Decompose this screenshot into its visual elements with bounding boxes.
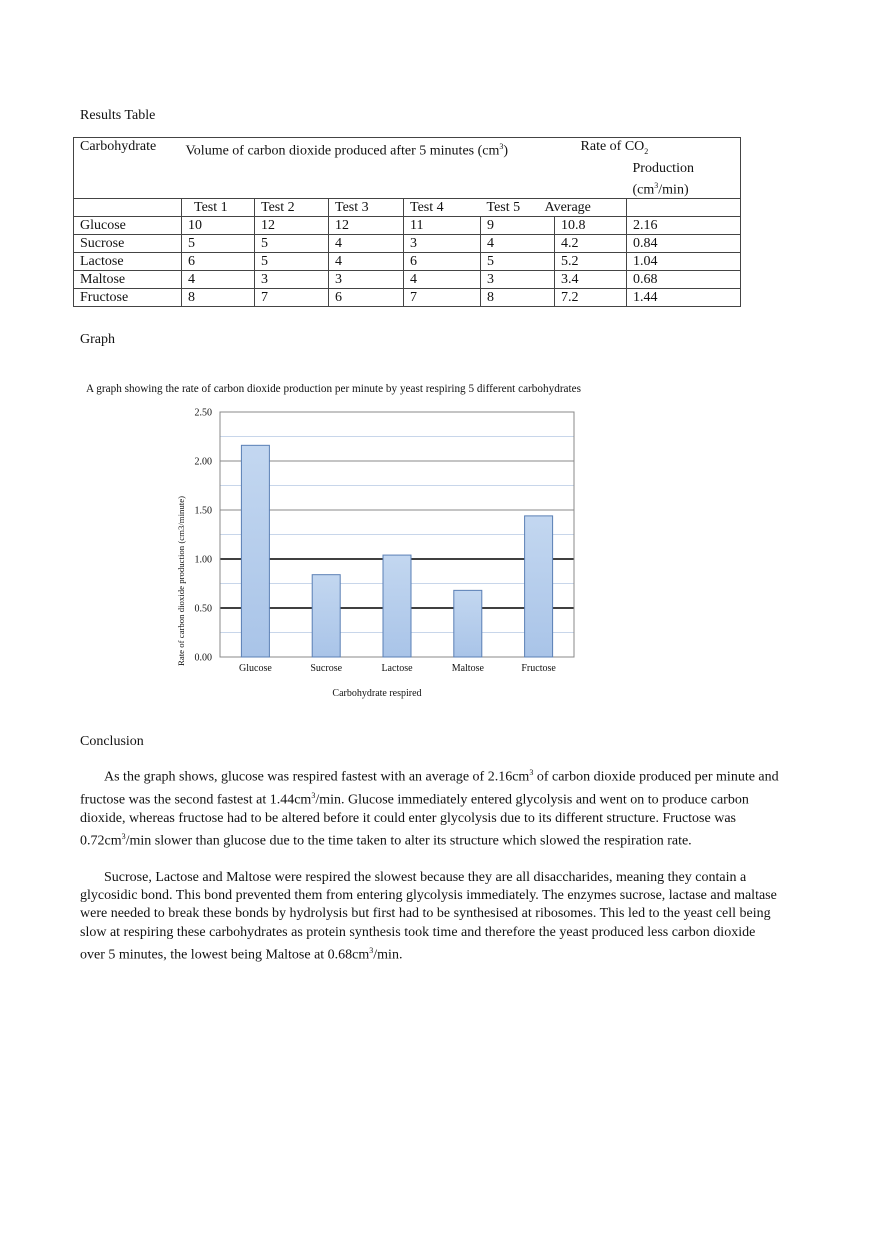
header-rate-sup: 3 [654, 180, 659, 190]
row-test1: 8 [182, 289, 255, 307]
row-test3: 6 [329, 289, 404, 307]
chart-title: A graph showing the rate of carbon dioxide production per minute by yeast respiring 5 different carbohydrates [86, 383, 582, 395]
row-rate: 1.04 [627, 253, 741, 271]
table-row [74, 217, 741, 235]
row-rate: 0.84 [627, 235, 741, 253]
header-volume-sup: 3 [499, 142, 504, 151]
row-rate: 0.68 [627, 271, 741, 289]
bar-sucrose [312, 575, 340, 657]
subheader-blank [74, 199, 182, 217]
p1-part-c: /min. Glucose immediately entered glycolysis and went on to produce carbon dioxide, whereas fructose had to be altered before it could enter glycolysis due to its different structure. Fructose was 0.72cm [80, 792, 749, 849]
bar-chart [80, 376, 600, 706]
subheader-test4: Test 4 [404, 199, 481, 217]
row-average: 10.8 [555, 217, 627, 235]
header-volume-text: Volume of carbon dioxide produced after 5 minutes (cm [185, 143, 500, 159]
row-test4: 3 [404, 235, 481, 253]
row-test3: 4 [329, 235, 404, 253]
subheader-test3: Test 3 [329, 199, 404, 217]
y-tick-label: 1.00 [194, 554, 212, 566]
table-row [74, 289, 741, 307]
table-subheader-row [74, 199, 741, 217]
row-average: 5.2 [555, 253, 627, 271]
x-tick-label: Glucose [239, 663, 272, 674]
table-row [74, 271, 741, 289]
row-name: Glucose [74, 217, 182, 235]
x-tick-label: Sucrose [310, 663, 343, 674]
y-tick-label: 0.00 [194, 652, 212, 664]
y-tick-label: 0.50 [194, 603, 212, 615]
table-row [74, 253, 741, 271]
row-test5: 5 [481, 253, 555, 271]
row-test2: 3 [255, 271, 329, 289]
row-test3: 3 [329, 271, 404, 289]
p2-part-a: Sucrose, Lactose and Maltose were respired the slowest because they are all disaccharides, meaning they contain a glycosidic bond. This bond prevented them from entering glycolysis immediately. The enzymes sucrose, lactase and maltase were needed to break these bonds by hydrolysis but first had to be synthesised at ribosomes. This led to the yeast cell being slow at respiring these carbohydrates as protein synthesis took time and therefore the yeast produced less carbon dioxide over 5 minutes, the lowest being Maltose at 0.68cm [80, 870, 777, 963]
chart-bars [241, 445, 552, 657]
subheader-test5: Test 5 [481, 199, 555, 217]
row-test3: 12 [329, 217, 404, 235]
row-test2: 12 [255, 217, 329, 235]
subheader-test2: Test 2 [255, 199, 329, 217]
bar-lactose [383, 555, 411, 657]
results-table-heading: Results Table [80, 108, 156, 123]
row-name: Maltose [74, 271, 182, 289]
header-rate-sub: 2 [644, 146, 649, 156]
row-test5: 8 [481, 289, 555, 307]
p1-sup-3: 3 [121, 831, 126, 841]
header-rate-line1 [581, 138, 689, 160]
header-rate [580, 138, 741, 199]
row-test5: 9 [481, 217, 555, 235]
subheader-rate-blank [627, 199, 741, 217]
row-test2: 5 [255, 235, 329, 253]
subheader-average: Average [555, 199, 627, 217]
y-tick-label: 1.50 [194, 505, 212, 517]
row-test4: 6 [404, 253, 481, 271]
row-test5: 4 [481, 235, 555, 253]
subheader-test1: Test 1 [182, 199, 255, 217]
y-tick-label: 2.00 [194, 456, 212, 468]
row-name: Sucrose [74, 235, 182, 253]
conclusion-paragraph-2 [80, 869, 780, 965]
y-axis-label: Rate of carbon dioxide production (cm3/minute) [177, 510, 186, 666]
row-rate: 1.44 [627, 289, 741, 307]
row-test5: 3 [481, 271, 555, 289]
row-test1: 6 [182, 253, 255, 271]
bar-fructose [525, 516, 553, 657]
x-axis-label: Carbohydrate respired [332, 688, 422, 699]
p1-part-b: of carbon dioxide produced per minute and fructose was the second fastest at 1.44cm [80, 769, 779, 808]
row-test2: 7 [255, 289, 329, 307]
row-name: Lactose [74, 253, 182, 271]
bar-glucose [241, 445, 269, 657]
conclusion-heading: Conclusion [80, 734, 144, 749]
row-average: 3.4 [555, 271, 627, 289]
graph-heading: Graph [80, 332, 115, 347]
row-test2: 5 [255, 253, 329, 271]
row-test1: 10 [182, 217, 255, 235]
header-carbohydrate: Carbohydrate [74, 138, 182, 199]
conclusion-paragraph-1 [80, 764, 780, 851]
results-table [73, 137, 741, 307]
y-tick-label: 2.50 [194, 407, 212, 419]
chart-y-ticks [195, 408, 213, 664]
row-test4: 11 [404, 217, 481, 235]
x-tick-label: Lactose [381, 663, 413, 674]
table-row [74, 235, 741, 253]
row-test1: 5 [182, 235, 255, 253]
chart-x-ticks [239, 663, 556, 674]
row-test4: 4 [404, 271, 481, 289]
row-test3: 4 [329, 253, 404, 271]
header-volume [182, 138, 627, 199]
p1-part-d: /min slower than glucose due to the time taken to alter its structure which slowed the respiration rate. [125, 833, 692, 849]
table-header-row [74, 138, 741, 199]
row-name: Fructose [74, 289, 182, 307]
x-tick-label: Maltose [451, 663, 484, 674]
p2-sup: 3 [369, 945, 374, 955]
p1-sup-2: 3 [311, 790, 316, 800]
x-tick-label: Fructose [521, 663, 556, 674]
p1-part-a: As the graph shows, glucose was respired fastest with an average of 2.16cm [104, 769, 530, 785]
row-rate: 2.16 [627, 217, 741, 235]
p2-part-b: /min. [373, 947, 403, 963]
header-rate-unit: (cm [632, 182, 655, 198]
row-average: 7.2 [555, 289, 627, 307]
header-rate-unit-end: /min) [658, 182, 689, 198]
header-rate-line2: Production [632, 160, 694, 176]
bar-maltose [454, 590, 482, 657]
row-average: 4.2 [555, 235, 627, 253]
header-rate-line3 [633, 177, 741, 199]
p1-sup-1: 3 [529, 768, 534, 777]
header-volume-close: ) [503, 143, 509, 159]
header-rate-text: Rate of CO [580, 139, 645, 154]
row-test1: 4 [182, 271, 255, 289]
row-test4: 7 [404, 289, 481, 307]
